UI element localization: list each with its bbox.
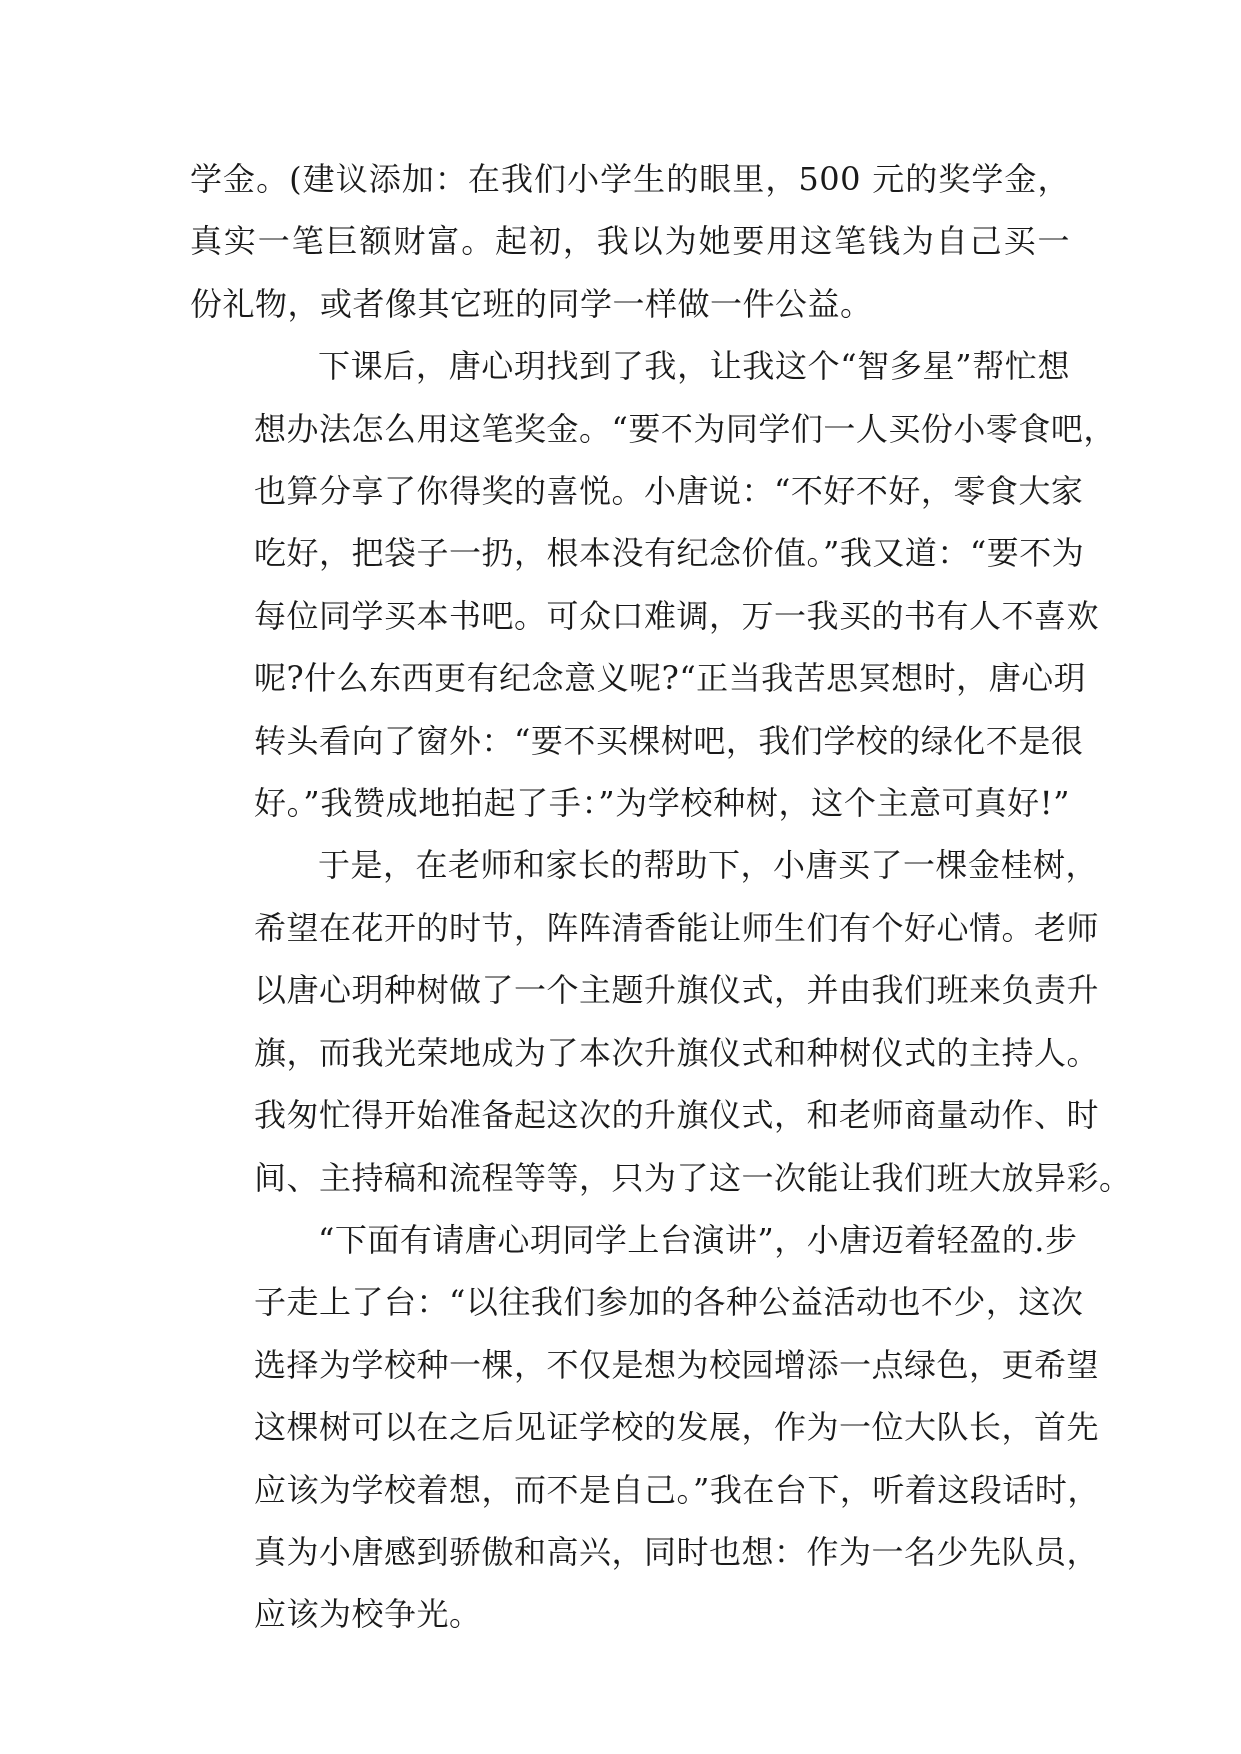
text-line: 转头看向了窗外：“要不买棵树吧，我们学校的绿化不是很 — [254, 721, 1084, 760]
text-line: 份礼物，或者像其它班的同学一样做一件公益。 — [190, 284, 873, 323]
text-line: 应该为学校着想，而不是自己。”我在台下，听着这段话时， — [254, 1470, 1100, 1509]
text-line: 子走上了台：“以往我们参加的各种公益活动也不少，这次 — [254, 1283, 1084, 1322]
paragraph-4 — [190, 1209, 1100, 1646]
text-line: “下面有请唐心玥同学上台演讲”，小唐迈着轻盈的.步 — [318, 1220, 1078, 1259]
text-line: 也算分享了你得奖的喜悦。小唐说：“不好不好，零食大家 — [254, 472, 1084, 511]
text-line: 想办法怎么用这笔奖金。“要不为同学们一人买份小零食吧， — [254, 409, 1116, 448]
text-line: 真实一笔巨额财富。起初，我以为她要用这笔钱为自己买一 — [190, 222, 1070, 261]
text-line: 这棵树可以在之后见证学校的发展，作为一位大队长，首先 — [254, 1408, 1100, 1447]
text-line: 呢?什么东西更有纪念意义呢?“正当我苦思冥想时，唐心玥 — [254, 659, 1087, 698]
text-line: 吃好，把袋子一扔，根本没有纪念价值。”我又道：“要不为 — [254, 534, 1085, 573]
text-line: 我匆忙得开始准备起这次的升旗仪式，和老师商量动作、时 — [254, 1096, 1100, 1135]
body-text — [190, 148, 1132, 1646]
text-line: 以唐心玥种树做了一个主题升旗仪式，并由我们班来负责升 — [254, 971, 1100, 1010]
text-line: 旗，而我光荣地成为了本次升旗仪式和种树仪式的主持人。 — [254, 1033, 1100, 1072]
text-line: 应该为校争光。 — [254, 1595, 482, 1634]
paragraph-2 — [190, 335, 1116, 834]
paragraph-3 — [190, 834, 1132, 1208]
text-line: 于是，在老师和家长的帮助下，小唐买了一棵金桂树， — [318, 846, 1099, 885]
text-line: 间、主持稿和流程等等，只为了这一次能让我们班大放异彩。 — [254, 1158, 1132, 1197]
text-line: 学金。(建议添加：在我们小学生的眼里，500 元的奖学金， — [190, 160, 1070, 198]
text-line: 每位同学买本书吧。可众口难调，万一我买的书有人不喜欢 — [254, 596, 1100, 635]
text-line: 选择为学校种一棵，不仅是想为校园增添一点绿色，更希望 — [254, 1345, 1100, 1384]
paragraph-1 — [190, 148, 1070, 335]
text-line: 希望在花开的时节，阵阵清香能让师生们有个好心情。老师 — [254, 908, 1100, 947]
text-line: 下课后，唐心玥找到了我，让我这个“智多星”帮忙想 — [318, 347, 1070, 386]
text-line: 真为小唐感到骄傲和高兴，同时也想：作为一名少先队员， — [254, 1532, 1100, 1571]
text-line: 好。”我赞成地拍起了手：”为学校种树，这个主意可真好!” — [254, 784, 1070, 823]
